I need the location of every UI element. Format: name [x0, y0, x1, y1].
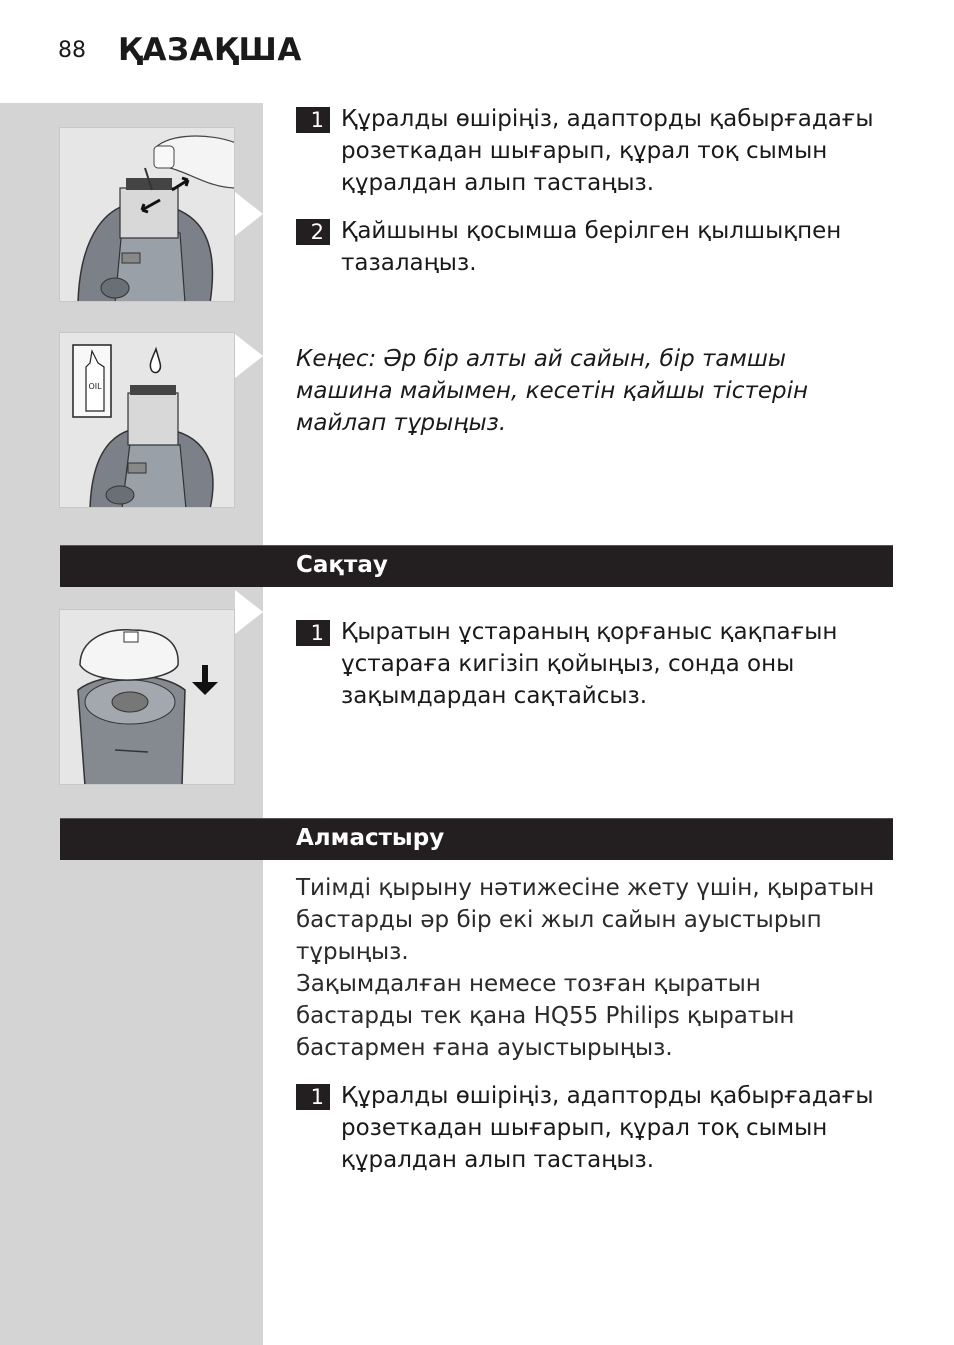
oil-label: OIL	[88, 382, 102, 391]
section-heading-label: Сақтау	[296, 552, 388, 578]
notch-3	[235, 590, 263, 634]
replacement-paragraph-2: Зақымдалған немесе тозған қыратын бастарды тек қана HQ55 Philips қыратын бастармен ғана ауыстырыңыз.	[296, 971, 795, 1061]
notch-2	[235, 334, 263, 378]
page-number: 88	[58, 38, 86, 63]
page-title: ҚАЗАҚША	[118, 32, 302, 68]
step-text: Құралды өшіріңіз, адапторды қабырғадағы розеткадан шығарып, құрал тоқ сымын құралдан алып тастаңыз.	[341, 106, 874, 196]
step-text: Құралды өшіріңіз, адапторды қабырғадағы розеткадан шығарып, құрал тоқ сымын құралдан алып тастаңыз.	[341, 1083, 874, 1173]
cleaning-step-1	[296, 103, 876, 199]
step-number-badge: 2	[296, 219, 330, 245]
step-number-badge: 1	[296, 620, 330, 646]
section-heading-storage	[60, 545, 893, 587]
tip-text: Кеңес: Әр бір алты ай сайын, бір тамшы машина майымен, кесетін қайшы тістерін майлап тұрыңыз.	[296, 346, 809, 436]
cleaning-step-2	[296, 215, 876, 279]
section-heading-label: Алмастыру	[296, 825, 445, 851]
section-heading-replacement	[60, 818, 893, 860]
replacement-step-1	[296, 1080, 876, 1176]
notch-1	[235, 192, 263, 236]
figure-protection-cap	[59, 609, 235, 785]
replacement-paragraph-1: Тиімді қырыну нәтижесіне жету үшін, қыратын бастарды әр бір екі жыл сайын ауыстырып тұрыңыз.	[296, 875, 875, 965]
figure-oiling	[59, 332, 235, 508]
figure-cleaning-brush	[59, 127, 235, 302]
step-number-badge: 1	[296, 1084, 330, 1110]
step-number-badge: 1	[296, 107, 330, 133]
step-text: Қыратын ұстараның қорғаныс қақпағын ұстараға кигізіп қойыңыз, сонда оны зақымдардан сақтайсыз.	[341, 619, 838, 709]
step-text: Қайшыны қосымша берілген қылшықпен тазалаңыз.	[341, 218, 842, 276]
storage-step-1	[296, 616, 876, 712]
